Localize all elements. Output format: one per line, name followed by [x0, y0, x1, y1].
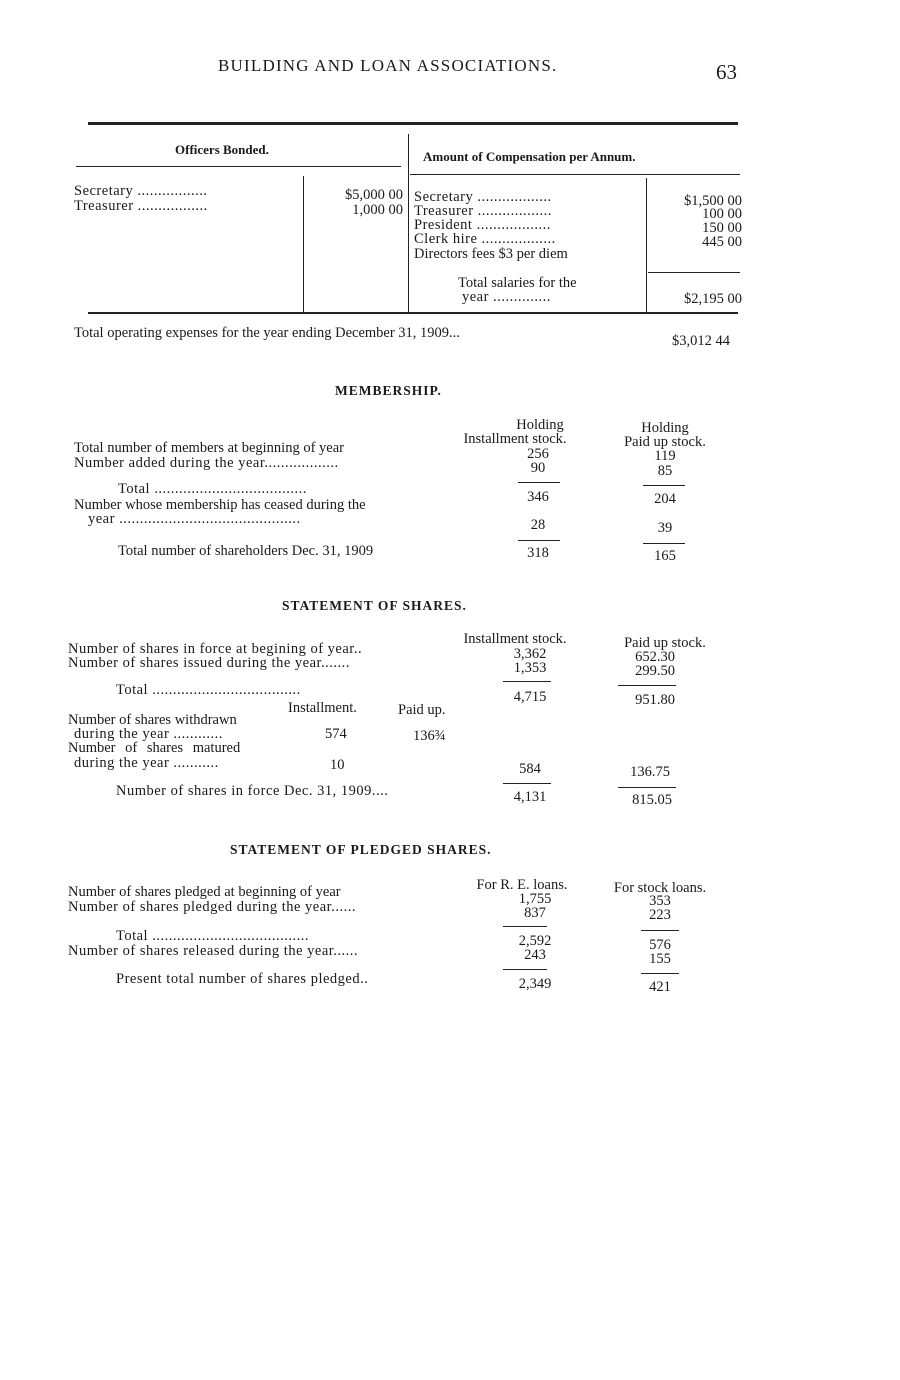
membership-rule-paid-2	[643, 543, 685, 544]
membership-col1-line2: Installment stock.	[463, 431, 567, 447]
comp-total-label-line1: Total salaries for the	[458, 275, 577, 291]
shares-issued-paid: 299.50	[635, 663, 675, 679]
pledged-rule-re-1	[503, 926, 547, 927]
shares-rule-inst-2	[503, 783, 551, 784]
comp-amount-divider	[646, 178, 647, 312]
shares-deduct-paid: 136.75	[630, 764, 670, 780]
officers-bonded-heading: Officers Bonded.	[175, 142, 269, 157]
shares-col1-heading: Installment stock.	[463, 631, 567, 647]
shares-matured-label-line2: during the year ...........	[74, 755, 219, 771]
bonded-amount-treasurer: 1,000 00	[352, 202, 403, 218]
comp-amount-secretary: $1,500 00	[684, 193, 742, 209]
shares-rule-inst-1	[503, 681, 551, 682]
shares-matured-label-line1: Number of shares matured	[68, 740, 241, 756]
pledged-rule-re-2	[503, 969, 547, 970]
membership-ceased-inst: 28	[530, 517, 546, 533]
page-title: BUILDING AND LOAN ASSOCIATIONS.	[218, 56, 558, 75]
pledged-during-label: Number of shares pledged during the year......	[68, 899, 356, 915]
pledged-total-label: Total ......................................	[116, 928, 309, 944]
membership-total-paid: 204	[654, 491, 676, 507]
shares-withdrawn-paid: 136¾	[413, 728, 446, 744]
pledged-released-stock: 155	[649, 951, 671, 967]
pledged-total-re: 2,592	[518, 933, 552, 949]
pledged-rule-stock-2	[641, 973, 679, 974]
shares-issued-inst: 1,353	[513, 660, 547, 676]
shares-deduct-inst: 584	[519, 761, 541, 777]
shares-withdrawn-inst: 574	[325, 726, 347, 742]
comp-label-treasurer: Treasurer ..................	[414, 203, 552, 219]
pledged-released-label: Number of shares released during the year......	[68, 943, 359, 959]
bonded-label-secretary: Secretary .................	[74, 183, 208, 199]
shares-issued-label: Number of shares issued during the year.......	[68, 655, 350, 671]
membership-final-inst: 318	[527, 545, 549, 561]
left-heading-rule	[76, 166, 401, 167]
comp-label-directors-fees: Directors fees $3 per diem	[414, 246, 568, 262]
bonded-amount-divider	[303, 176, 304, 314]
shares-final-paid: 815.05	[632, 792, 672, 808]
shares-matured-inst: 10	[330, 757, 345, 773]
membership-rule-inst-1	[518, 482, 560, 483]
membership-col1-line1: Holding	[516, 417, 564, 433]
comp-total-label-line2: year ..............	[462, 289, 551, 305]
membership-added-label: Number added during the year..................	[74, 455, 339, 471]
pledged-present-label: Present total number of shares pledged..	[116, 971, 369, 987]
pledged-heading: STATEMENT OF PLEDGED SHARES.	[230, 842, 492, 857]
membership-rule-paid-1	[643, 485, 685, 486]
membership-heading: MEMBERSHIP.	[335, 383, 442, 398]
pledged-present-stock: 421	[649, 979, 671, 995]
bonded-label-treasurer: Treasurer .................	[74, 198, 208, 214]
table-top-rule	[88, 122, 738, 125]
table-bottom-rule	[88, 312, 738, 314]
right-heading-rule	[410, 174, 740, 175]
shares-in-force-label: Number of shares in force at begining of year..	[68, 641, 363, 657]
pledged-beginning-label: Number of shares pledged at beginning of year	[68, 884, 341, 900]
shares-withdrawn-label-line1: Number of shares withdrawn	[68, 712, 237, 728]
shares-total-label: Total ....................................	[116, 682, 301, 698]
operating-expenses-label: Total operating expenses for the year ending December 31, 1909...	[74, 325, 460, 341]
pledged-col1-heading: For R. E. loans.	[476, 877, 568, 893]
membership-beginning-inst: 256	[527, 446, 549, 462]
membership-total-label: Total .....................................	[118, 481, 307, 497]
membership-final-label: Total number of shareholders Dec. 31, 1909	[118, 543, 374, 559]
shares-final-label: Number of shares in force Dec. 31, 1909....	[116, 783, 389, 799]
comp-amount-clerk-hire: 445 00	[702, 234, 742, 250]
comp-label-president: President ..................	[414, 217, 551, 233]
membership-ceased-paid: 39	[657, 520, 673, 536]
pledged-during-re: 837	[524, 905, 546, 921]
shares-rule-paid-2	[618, 787, 676, 788]
pledged-rule-stock-1	[641, 930, 679, 931]
pledged-beginning-re: 1,755	[518, 891, 552, 907]
comp-label-secretary: Secretary ..................	[414, 189, 552, 205]
bonded-amount-secretary: $5,000 00	[345, 187, 403, 203]
pledged-total-stock: 576	[649, 937, 671, 953]
shares-sub-col1-heading: Installment.	[288, 700, 357, 716]
shares-total-paid: 951.80	[635, 692, 675, 708]
page-number: 63	[716, 60, 737, 84]
comp-amount-president: 150 00	[702, 220, 742, 236]
comp-total-amount: $2,195 00	[684, 291, 742, 307]
shares-col2-heading: Paid up stock.	[624, 635, 706, 651]
pledged-present-re: 2,349	[518, 976, 552, 992]
shares-final-inst: 4,131	[513, 789, 547, 805]
comp-subtotal-rule	[648, 272, 740, 273]
membership-ceased-label-line1: Number whose membership has ceased during the	[74, 497, 366, 513]
membership-ceased-label-line2: year ............................................	[88, 511, 301, 527]
shares-in-force-inst: 3,362	[513, 646, 547, 662]
membership-final-paid: 165	[654, 548, 676, 564]
membership-total-inst: 346	[527, 489, 549, 505]
compensation-heading: Amount of Compensation per Annum.	[423, 149, 636, 164]
operating-expenses-amount: $3,012 44	[672, 333, 730, 349]
shares-withdrawn-label-line2: during the year ............	[74, 726, 223, 742]
membership-col2-line2: Paid up stock.	[624, 434, 706, 450]
membership-beginning-paid: 119	[654, 448, 676, 464]
shares-rule-paid-1	[618, 685, 676, 686]
comp-label-clerk-hire: Clerk hire ..................	[414, 231, 556, 247]
shares-sub-col2-heading: Paid up.	[398, 702, 446, 718]
shares-heading: STATEMENT OF SHARES.	[282, 598, 467, 613]
pledged-during-stock: 223	[649, 907, 671, 923]
shares-in-force-paid: 652.30	[635, 649, 675, 665]
membership-rule-inst-2	[518, 540, 560, 541]
shares-total-inst: 4,715	[513, 689, 547, 705]
membership-col2-line1: Holding	[641, 420, 689, 436]
comp-amount-treasurer: 100 00	[702, 206, 742, 222]
pledged-beginning-stock: 353	[649, 893, 671, 909]
pledged-released-re: 243	[524, 947, 546, 963]
membership-added-inst: 90	[530, 460, 546, 476]
membership-added-paid: 85	[657, 463, 673, 479]
pledged-col2-heading: For stock loans.	[613, 880, 707, 896]
table-center-divider	[408, 134, 409, 314]
membership-beginning-label: Total number of members at beginning of year	[74, 440, 344, 456]
